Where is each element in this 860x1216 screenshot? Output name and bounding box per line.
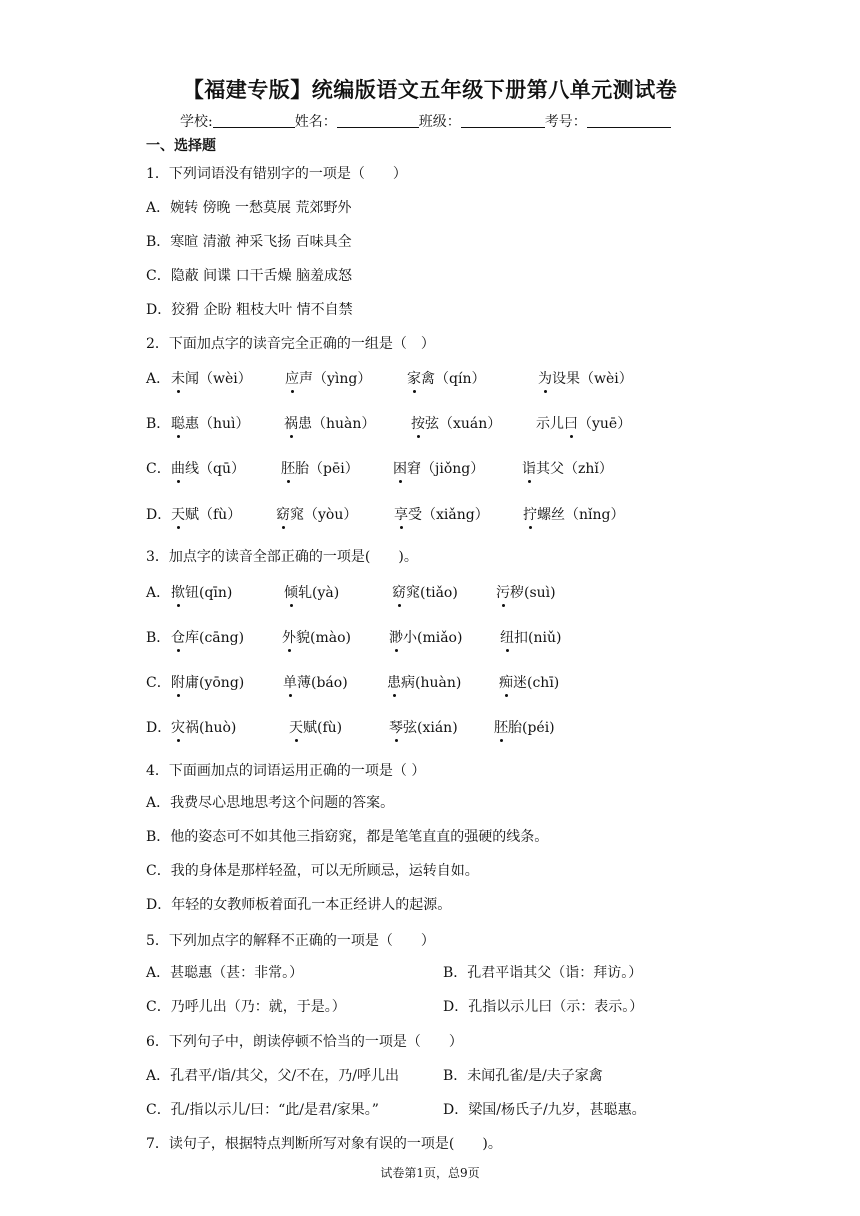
dotted-char: 窈 [276, 504, 290, 524]
item-text: 窘（jiǒng） [407, 461, 485, 477]
item-text: 弦(xián) [403, 720, 458, 736]
dotted-char: 单 [283, 672, 297, 692]
class-blank[interactable] [461, 113, 545, 128]
q3-a-item2 [284, 582, 339, 602]
q5-option-b: B．孔君平诣其父（诣：拜访。） [443, 965, 643, 981]
q3-stem: 3．加点字的读音全部正确的一项是( )。 [146, 549, 418, 565]
q6-option-a: A．孔君平/诣/其父，父/不在，乃/呼儿出 [146, 1068, 399, 1084]
q1-option-a: A．婉转 傍晚 一愁莫展 荒郊野外 [146, 200, 352, 216]
q3-b-item4 [500, 627, 561, 647]
option-label: B． [146, 416, 171, 432]
option-label: D． [146, 720, 172, 736]
q5-option-d: D．孔指以示儿曰（示：表示。） [443, 999, 644, 1015]
option-label: C． [146, 461, 171, 477]
item-text: 病(huàn) [401, 675, 462, 691]
option-label: A． [146, 371, 171, 387]
q2-a-item3 [407, 368, 485, 388]
item-text: 禽（qín） [421, 371, 486, 387]
q3-a-item1 [171, 582, 232, 602]
dotted-char: 曲 [171, 458, 185, 478]
page-footer: 试卷第1页，总9页 [380, 1166, 480, 1180]
q3-b-item1 [171, 627, 244, 647]
option-label: B． [146, 630, 171, 646]
item-text: 赋（fù） [185, 507, 242, 523]
item-text: 库(cāng) [185, 630, 245, 646]
q2-d-item2 [276, 504, 357, 524]
q3-c-item1 [171, 672, 244, 692]
q4-option-c: C．我的身体是那样轻盈，可以无所顾忌，运转自如。 [146, 863, 479, 879]
q2-a-item4 [538, 368, 633, 388]
dotted-char: 胚 [494, 717, 508, 737]
dotted-char: 纽 [500, 627, 514, 647]
q2-c-item2 [281, 458, 359, 478]
school-label: 学校: [180, 114, 213, 130]
item-text: 惠（huì） [185, 416, 250, 432]
exam-title: 【福建专版】统编版语文五年级下册第八单元测试卷 [182, 78, 678, 102]
dotted-char: 胚 [281, 458, 295, 478]
item-text: 小(miǎo) [403, 630, 463, 646]
q1-stem: 1．下列词语没有错别字的一项是（ ） [146, 166, 407, 182]
dotted-char: 痴 [499, 672, 513, 692]
option-label: D． [146, 507, 172, 523]
item-text: 患（huàn） [298, 416, 376, 432]
item-text: 扣(niǔ) [514, 630, 562, 646]
item-text: 薄(báo) [297, 675, 348, 691]
q3-c-item2 [283, 672, 348, 692]
section-heading: 一、选择题 [146, 138, 216, 154]
item-text: 胎(péi) [508, 720, 555, 736]
dotted-char: 困 [393, 458, 407, 478]
item-text: 设果（wèi） [552, 371, 633, 387]
dotted-char: 窈 [392, 582, 406, 602]
dotted-char: 未 [171, 368, 185, 388]
dotted-char: 患 [387, 672, 401, 692]
dotted-char: 琴 [389, 717, 403, 737]
item-text: 螺丝（nǐng） [537, 507, 625, 523]
item-text: 钮(qīn) [185, 585, 233, 601]
q3-d-item3 [389, 717, 458, 737]
q2-d-item1 [171, 504, 241, 524]
dotted-char: 曰 [564, 413, 578, 433]
q2-d-item3 [394, 504, 489, 524]
dotted-char: 祸 [284, 413, 298, 433]
item-text: 线（qū） [185, 461, 245, 477]
q2-b-item4 [536, 413, 631, 433]
q1-option-c: C．隐蔽 间谍 口干舌燥 脑羞成怒 [146, 268, 353, 284]
q1-option-b: B．寒暄 清澈 神采飞扬 百味具全 [146, 234, 352, 250]
q5-option-a: A．甚聪惠（甚：非常。） [146, 965, 304, 981]
dotted-char: 享 [394, 504, 408, 524]
q2-stem: 2．下面加点字的读音完全正确的一组是（ ） [146, 336, 435, 352]
name-blank[interactable] [337, 113, 419, 128]
option-label: A． [146, 585, 171, 601]
dotted-char: 倾 [284, 582, 298, 602]
dotted-char: 外 [282, 627, 296, 647]
school-blank[interactable] [213, 113, 295, 128]
dotted-char: 按 [411, 413, 425, 433]
q7-stem: 7．读句子，根据特点判断所写对象有误的一项是( )。 [146, 1136, 502, 1152]
item-text: 祸(huò) [185, 720, 237, 736]
q4-option-a: A．我费尽心思地思考这个问题的答案。 [146, 795, 395, 811]
item-text: 赋(fù) [303, 720, 343, 736]
q3-c-item3 [387, 672, 461, 692]
q6-option-d: D．梁国/杨氏子/九岁，甚聪惠。 [443, 1102, 646, 1118]
dotted-char: 为 [538, 368, 552, 388]
item-text: 示儿 [536, 416, 564, 432]
q4-stem: 4．下面画加点的词语运用正确的一项是（ ） [146, 763, 426, 779]
class-label: 班级： [418, 114, 461, 130]
item-text: 秽(suì) [510, 585, 556, 601]
item-text: 受（xiǎng） [408, 507, 489, 523]
dotted-char: 仓 [171, 627, 185, 647]
dotted-char: 应 [285, 368, 299, 388]
q3-d-item1 [171, 717, 236, 737]
option-label: C． [146, 675, 171, 691]
dotted-char: 诣 [522, 458, 536, 478]
item-text: 庸(yōng) [185, 675, 245, 691]
q3-a-item4 [496, 582, 556, 602]
item-text: 弦（xuán） [425, 416, 502, 432]
q2-b-item3 [411, 413, 501, 433]
q3-d-item4 [494, 717, 555, 737]
exam-no-label: 考号： [544, 114, 587, 130]
item-text: 声（yìng） [299, 371, 372, 387]
dotted-char: 揿 [171, 582, 185, 602]
q2-b-item1 [171, 413, 250, 433]
student-info-row [180, 111, 671, 131]
q3-b-item2 [282, 627, 351, 647]
q3-d-item2 [289, 717, 342, 737]
q2-a-item2 [285, 368, 371, 388]
q2-a-item1 [171, 368, 252, 388]
dotted-char: 天 [289, 717, 303, 737]
item-text: 貌(mào) [296, 630, 351, 646]
dotted-char: 家 [407, 368, 421, 388]
dotted-char: 灾 [171, 717, 185, 737]
item-text: 窕(tiǎo) [406, 585, 458, 601]
q2-b-item2 [284, 413, 375, 433]
q2-c-item3 [393, 458, 484, 478]
dotted-char: 拧 [523, 504, 537, 524]
q2-c-item1 [171, 458, 245, 478]
q4-option-d: D．年轻的女教师板着面孔一本正经讲人的起源。 [146, 897, 452, 913]
q5-stem: 5．下列加点字的解释不正确的一项是（ ） [146, 933, 435, 949]
item-text: 闻（wèi） [185, 371, 252, 387]
dotted-char: 污 [496, 582, 510, 602]
q1-option-d: D．狡猾 企盼 粗枝大叶 情不自禁 [146, 302, 353, 318]
dotted-char: 渺 [389, 627, 403, 647]
q3-c-item4 [499, 672, 559, 692]
dotted-char: 聪 [171, 413, 185, 433]
q2-d-item4 [523, 504, 624, 524]
q6-stem: 6．下列句子中，朗读停顿不恰当的一项是（ ） [146, 1034, 463, 1050]
item-text: 其父（zhǐ） [536, 461, 613, 477]
q2-c-item4 [522, 458, 613, 478]
q6-option-c: C．孔/指以示儿/曰：“此/是君/家果。” [146, 1102, 379, 1118]
item-text: （yuē） [578, 416, 632, 432]
item-text: 胎（pēi） [295, 461, 359, 477]
name-label: 姓名： [294, 114, 337, 130]
q3-a-item3 [392, 582, 458, 602]
exam-no-blank[interactable] [587, 113, 671, 128]
q4-option-b: B．他的姿态可不如其他三指窈窕，都是笔笔直直的强硬的线条。 [146, 829, 549, 845]
q3-b-item3 [389, 627, 462, 647]
item-text: 窕（yòu） [290, 507, 358, 523]
item-text: 迷(chī) [513, 675, 560, 691]
q6-option-b: B．未闻孔雀/是/夫子家禽 [443, 1068, 603, 1084]
item-text: 轧(yà) [298, 585, 340, 601]
dotted-char: 天 [171, 504, 185, 524]
q5-option-c: C．乃呼儿出（乃：就，于是。） [146, 999, 346, 1015]
dotted-char: 附 [171, 672, 185, 692]
